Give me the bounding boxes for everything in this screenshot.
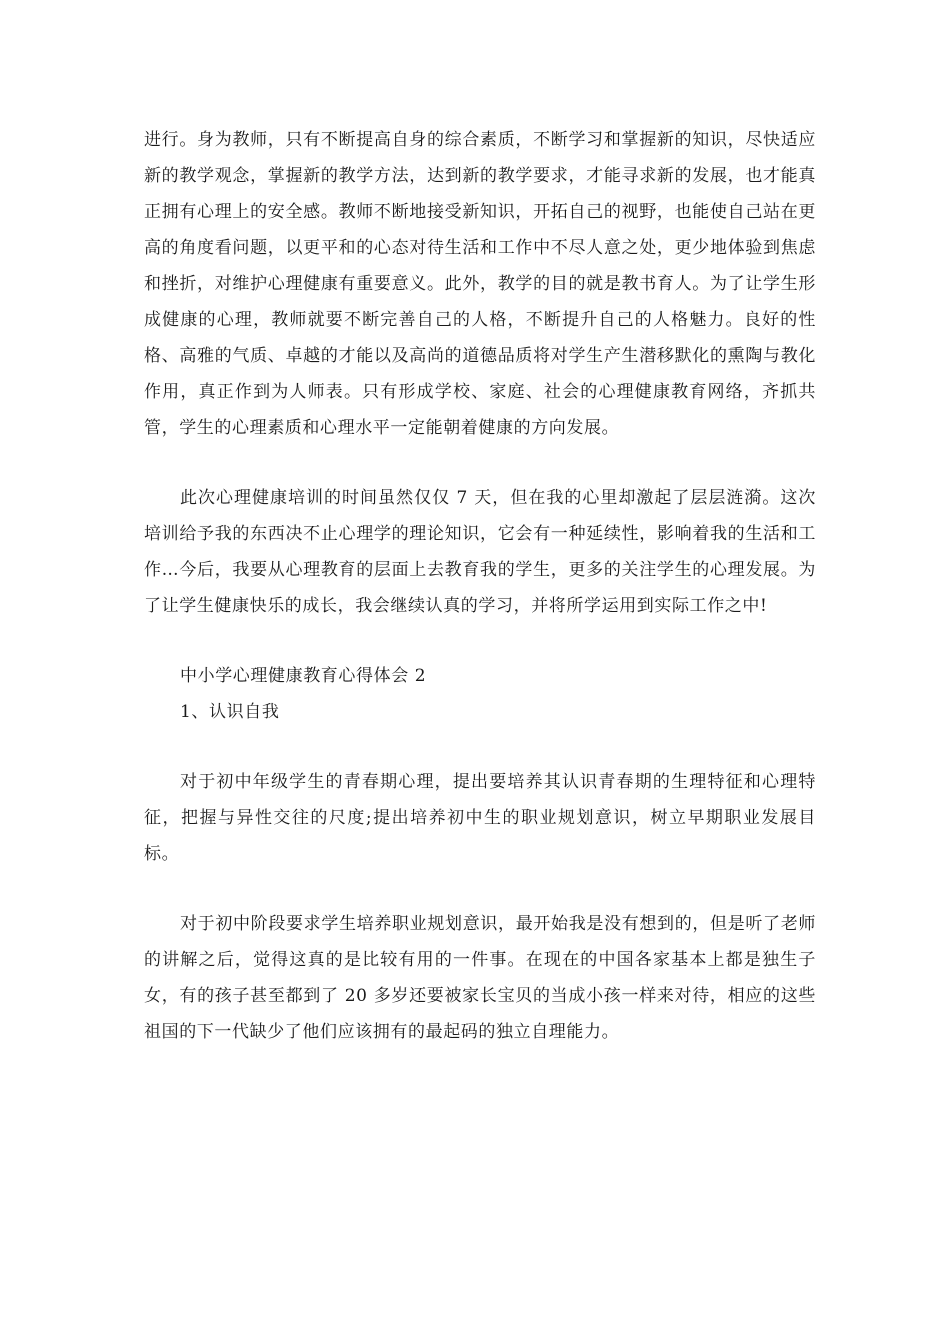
section-subheading: 1、认识自我 <box>180 702 280 722</box>
paragraph-continuation: 进行。身为教师，只有不断提高自身的综合素质，不断学习和掌握新的知识，尽快适应新的教学观念，掌握新的教学方法，达到新的教学要求，才能寻求新的发展，也才能真正拥有心理上的安全感。教师不断地接受新知识，开拓自己的视野，也能使自己站在更高的角度看问题，以更平和的心态对待生活和工作中不尽人意之处，更少地体验到焦虑和挫折，对维护心理健康有重要意义。此外，教学的目的就是教书育人。为了让学生形成健康的心理，教师就要不断完善自己的人格，不断提升自己的人格魅力。良好的性格、高雅的气质、卓越的才能以及高尚的道德品质将对学生产生潜移默化的熏陶与教化作用，真正作到为人师表。只有形成学校、家庭、社会的心理健康教育网络，齐抓共管，学生的心理素质和心理水平一定能朝着健康的方向发展。 <box>144 130 816 438</box>
paragraph-adolescent-psychology: 对于初中年级学生的青春期心理，提出要培养其认识青春期的生理特征和心理特征，把握与异性交往的尺度;提出培养初中生的职业规划意识，树立早期职业发展目标。 <box>144 772 816 864</box>
section-heading: 中小学心理健康教育心得体会 2 <box>180 666 427 686</box>
paragraph-career-planning: 对于初中阶段要求学生培养职业规划意识，最开始我是没有想到的，但是听了老师的讲解之后，觉得这真的是比较有用的一件事。在现在的中国各家基本上都是独生子女，有的孩子甚至都到了 20 多岁还要被家长宝贝的当成小孩一样来对待，相应的这些祖国的下一代缺少了他们应该拥有的最起码的独立自理能力。 <box>144 914 816 1042</box>
paragraph-gap <box>144 872 816 906</box>
paragraph-gap <box>144 446 816 480</box>
document-page <box>144 122 816 1050</box>
paragraph-training-reflection: 此次心理健康培训的时间虽然仅仅 7 天，但在我的心里却激起了层层涟漪。这次培训给予我的东西决不止心理学的理论知识，它会有一种延续性，影响着我的生活和工作…今后，我要从心理教育的层面上去教育我的学生，更多的关注学生的心理发展。为了让学生健康快乐的成长，我会继续认真的学习，并将所学运用到实际工作之中! <box>144 488 816 616</box>
paragraph-gap <box>144 730 816 764</box>
paragraph-gap <box>144 624 816 658</box>
